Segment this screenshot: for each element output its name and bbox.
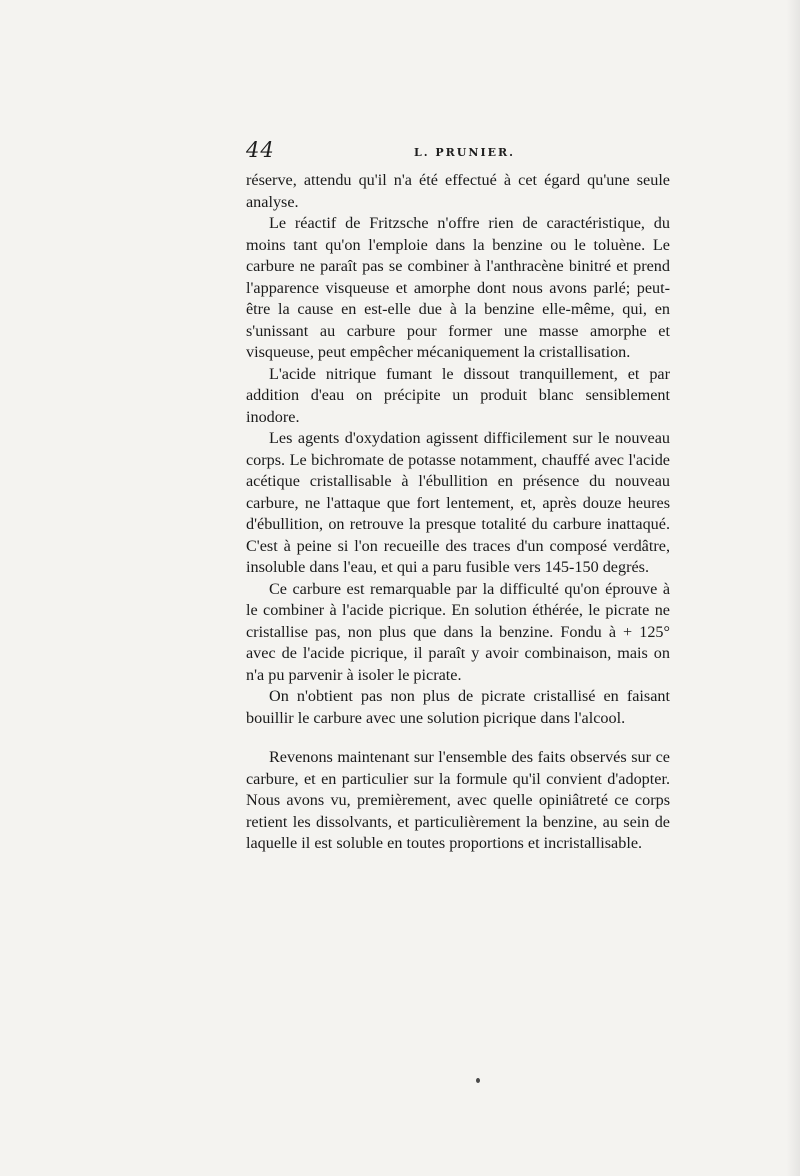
paragraph: Les agents d'oxydation agissent difficilement sur le nouveau corps. Le bichromate de potasse notamment, chauffé avec l'acide acétique cristallisable à l'ébullition en présence du nouveau carbure, ne l'attaque que fort lentement, et, après douze heures d'ébullition, on retrouve la presque totalité du carbure inattaqué. C'est à peine si l'on recueille des traces d'un composé verdâtre, insoluble dans l'eau, et qui a paru fusible vers 145-150 degrés. <box>246 429 670 576</box>
paragraph: réserve, attendu qu'il n'a été effectué à cet égard qu'une seule analyse. <box>246 171 670 211</box>
page-header <box>246 138 670 162</box>
paragraph: Revenons maintenant sur l'ensemble des faits observés sur ce carbure, et en particulier sur la formule qu'il convient d'adopter. Nous avons vu, premièrement, avec quelle opiniâtreté ce corps retient les dissolvants, et particulièrement la benzine, au sein de laquelle il est soluble en toutes proportions et incristallisable. <box>246 748 670 852</box>
paragraph: On n'obtient pas non plus de picrate cristallisé en faisant bouillir le carbure avec une solution picrique dans l'alcool. <box>246 687 670 727</box>
page-number: 44 <box>246 138 275 162</box>
paper-edge-shadow <box>786 0 800 1176</box>
ink-speck <box>476 1078 480 1083</box>
paragraph: L'acide nitrique fumant le dissout tranquillement, et par addition d'eau on précipite un produit blanc sensiblement inodore. <box>246 364 670 426</box>
paragraph: Le réactif de Fritzsche n'offre rien de caractéristique, du moins tant qu'on l'emploie dans la benzine ou le toluène. Le carbure ne paraît pas se combiner à l'anthracène binitré et prend l'apparence visqueuse et amorphe dont nous avons parlé; peut-être la cause en est-elle due à la benzine elle-même, qui, en s'unissant au carbure pour former une masse amorphe et visqueuse, peut empêcher mécaniquement la cristallisation. <box>246 214 670 361</box>
paragraph: Ce carbure est remarquable par la difficulté qu'on éprouve à le combiner à l'acide picrique. En solution éthérée, le picrate ne cristallise pas, non plus que dans la benzine. Fondu à + 125° avec de l'acide picrique, il paraît y avoir combinaison, mais on n'a pu parvenir à isoler le picrate. <box>246 579 670 684</box>
running-head: L. PRUNIER. <box>414 146 515 159</box>
body-text <box>246 170 670 855</box>
